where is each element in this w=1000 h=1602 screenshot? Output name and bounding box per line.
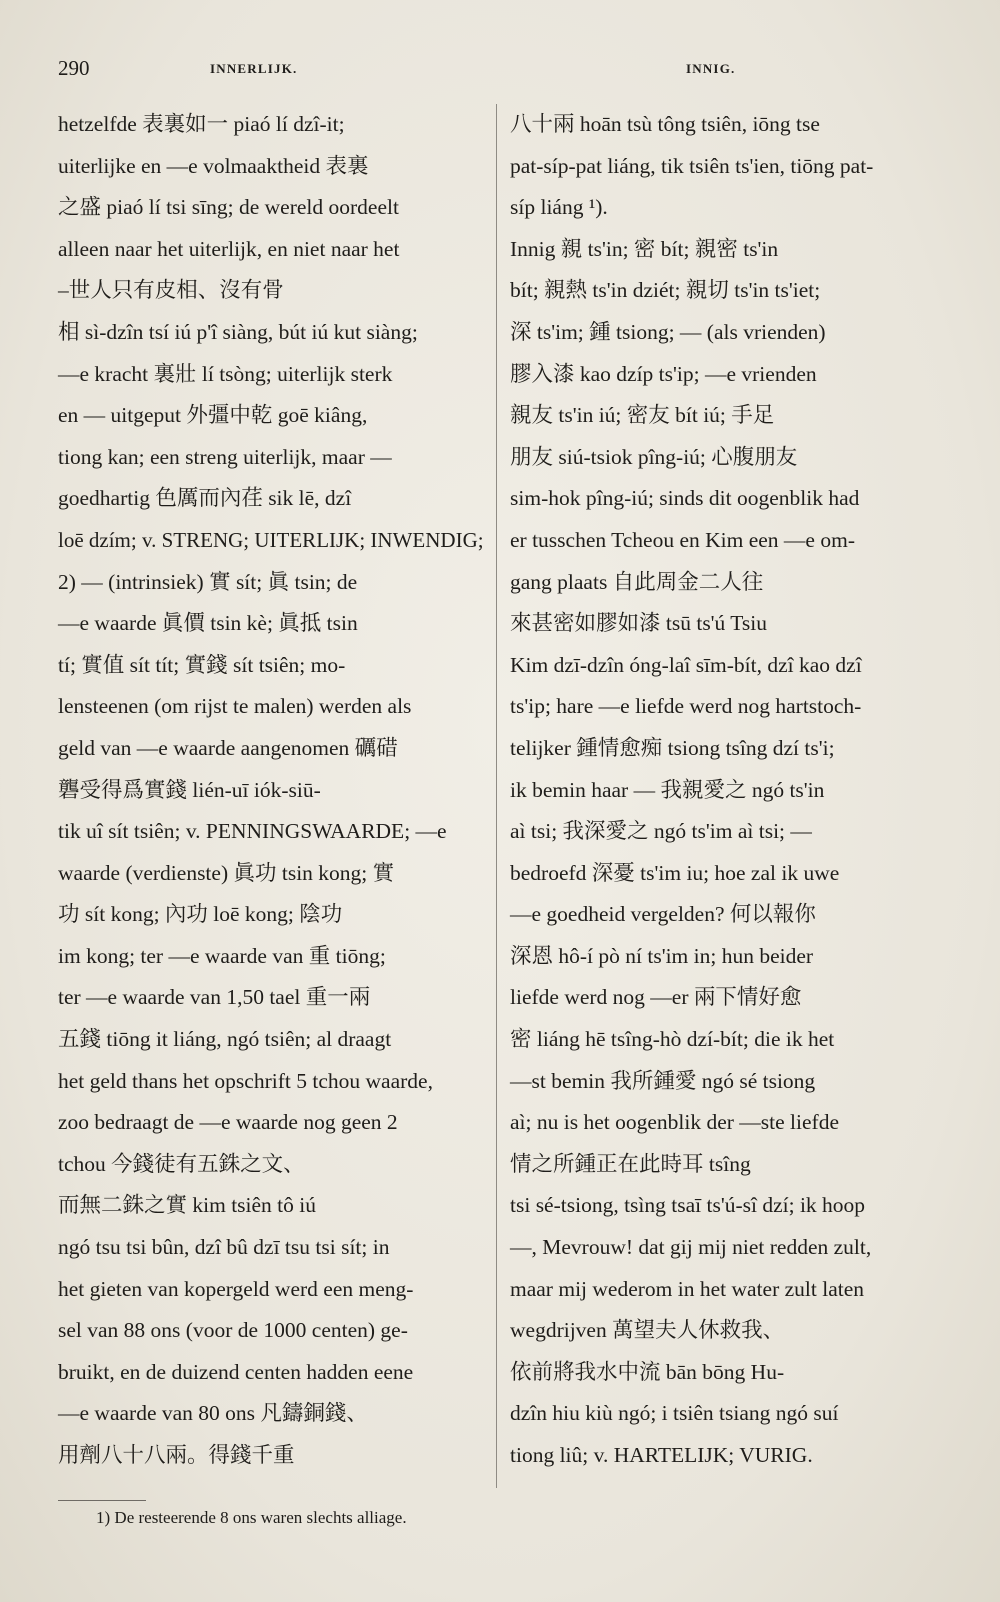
text-line: 八十兩 hoān tsù tông tsiên, iōng tse <box>510 112 820 136</box>
text-line: –世人只有皮相、沒有骨 <box>58 278 284 303</box>
text-line: tiong kan; een streng uiterlijk, maar — <box>58 444 392 469</box>
text-line: 功 sít kong; 內功 loē kong; 陰功 <box>58 902 343 927</box>
text-line: pat-síp-pat liáng, tik tsiên ts'ien, tiōng pat- <box>510 153 874 178</box>
text-line: 密 liáng hē tsîng-hò dzí-bít; die ik het <box>510 1027 835 1052</box>
text-line: 親友 ts'in iú; 密友 bít iú; 手足 <box>510 403 775 428</box>
text-line: síp liáng ¹). <box>510 195 608 220</box>
text-line: Innig 親 ts'in; 密 bít; 親密 ts'in <box>510 236 779 261</box>
right-column <box>510 104 942 1477</box>
text-line: 來甚密如膠如漆 tsū ts'ú Tsiu <box>510 611 768 636</box>
text-line: 朋友 siú-tsiok pîng-iú; 心腹朋友 <box>510 444 798 469</box>
text-line: —, Mevrouw! dat gij mij niet redden zult, <box>510 1235 872 1260</box>
text-line: bruikt, en de duizend centen hadden eene <box>58 1359 414 1384</box>
text-line: alleen naar het uiterlijk, en niet naar het <box>58 236 400 261</box>
text-line: —st bemin 我所鍾愛 ngó sé tsiong <box>510 1068 816 1093</box>
text-line: goedhartig 色厲而內荏 sik lē, dzî <box>58 486 352 511</box>
footnote-rule <box>58 1500 146 1501</box>
text-line: ter —e waarde van 1,50 tael 重一兩 <box>58 985 371 1010</box>
text-line: tsi sé-tsiong, tsìng tsaī ts'ú-sî dzí; ik hoop <box>510 1193 866 1218</box>
text-line: 膠入漆 kao dzíp ts'ip; —e vrienden <box>510 361 817 386</box>
text-line: 2) — (intrinsiek) 實 sít; 眞 tsin; de <box>58 569 358 594</box>
text-line: 礱受得爲實錢 lién-uī iók-siū- <box>58 777 321 802</box>
text-line: tí; 實值 sít tít; 實錢 sít tsiên; mo- <box>58 652 346 677</box>
text-line: im kong; ter —e waarde van 重 tiōng; <box>58 943 386 968</box>
right-heading: INNIG. <box>686 61 736 76</box>
text-line: 深 ts'im; 鍾 tsiong; — (als vrienden) <box>510 319 826 344</box>
left-column <box>58 104 488 1477</box>
text-line: tik uî sít tsiên; v. PENNINGSWAARDE; —e <box>58 819 447 844</box>
text-line: sel van 88 ons (voor de 1000 centen) ge- <box>58 1318 408 1343</box>
text-line: bedroefd 深憂 ts'im iu; hoe zal ik uwe <box>510 860 840 885</box>
text-line: aì tsi; 我深愛之 ngó ts'im aì tsi; — <box>510 819 812 844</box>
text-line: loē dzím; v. STRENG; UITERLIJK; INWENDIG; <box>58 527 484 552</box>
text-line: liefde werd nog —er 兩下情好愈 <box>510 985 802 1010</box>
text-line: gang plaats 自此周金二人往 <box>510 569 764 594</box>
text-line: bít; 親熱 ts'in dziét; 親切 ts'in ts'iet; <box>510 278 821 303</box>
text-line: lensteenen (om rijst te malen) werden als <box>58 694 412 719</box>
page-number: 290 <box>58 56 90 80</box>
text-line: tchou 今錢徒有五銖之文、 <box>58 1151 305 1176</box>
text-line: dzîn hiu kiù ngó; i tsiên tsiang ngó suí <box>510 1401 839 1426</box>
text-line: geld van —e waarde aangenomen 礪碏 <box>58 735 398 760</box>
text-line: 之盛 piaó lí tsi sīng; de wereld oordeelt <box>58 195 399 220</box>
text-line: tiong liû; v. HARTELIJK; VURIG. <box>510 1443 813 1467</box>
text-line: —e waarde 眞價 tsin kè; 眞抵 tsin <box>58 611 358 636</box>
text-line: er tusschen Tcheou en Kim een —e om- <box>510 527 855 552</box>
text-line: 相 sì-dzîn tsí iú p'î siàng, bút iú kut siàng; <box>58 319 418 344</box>
text-line: 情之所鍾正在此時耳 tsîng <box>510 1151 751 1176</box>
text-line: 五錢 tiōng it liáng, ngó tsiên; al draagt <box>58 1027 392 1052</box>
left-heading: INNERLIJK. <box>210 61 298 76</box>
text-line: telijker 鍾情愈痴 tsiong tsîng dzí ts'i; <box>510 735 835 760</box>
text-line: uiterlijke en —e volmaaktheid 表裏 <box>58 153 369 178</box>
text-line: aì; nu is het oogenblik der —ste liefde <box>510 1110 839 1135</box>
text-line: hetzelfde 表裏如一 piaó lí dzî-it; <box>58 112 345 136</box>
text-line: —e waarde van 80 ons 凡鑄銅錢、 <box>58 1401 368 1426</box>
footnote: 1) De resteerende 8 ons waren slechts alliage. <box>96 1508 407 1527</box>
text-line: —e goedheid vergelden? 何以報你 <box>510 902 816 927</box>
text-line: 用劑八十八兩。得錢千重 <box>58 1443 295 1467</box>
text-line: zoo bedraagt de —e waarde nog geen 2 <box>58 1110 398 1135</box>
text-line: waarde (verdienste) 眞功 tsin kong; 實 <box>58 860 395 885</box>
text-line: het gieten van kopergeld werd een meng- <box>58 1276 414 1301</box>
text-line: wegdrijven 萬望夫人休救我、 <box>510 1318 785 1343</box>
text-line: Kim dzī-dzîn óng-laî sīm-bít, dzî kao dzî <box>510 652 862 677</box>
running-head <box>58 56 940 86</box>
text-line: het geld thans het opschrift 5 tchou waarde, <box>58 1068 433 1093</box>
text-line: 深恩 hô-í pò ní ts'im in; hun beider <box>510 943 814 968</box>
text-line: ts'ip; hare —e liefde werd nog hartstoch- <box>510 694 862 719</box>
text-line: —e kracht 裏壯 lí tsòng; uiterlijk sterk <box>58 361 393 386</box>
text-line: ik bemin haar — 我親愛之 ngó ts'in <box>510 777 825 802</box>
text-line: maar mij wederom in het water zult laten <box>510 1276 865 1301</box>
text-line: sim-hok pîng-iú; sinds dit oogenblik had <box>510 486 860 511</box>
column-divider <box>496 104 497 1488</box>
text-line: en — uitgeput 外彊中乾 goē kiâng, <box>58 403 368 428</box>
text-line: 而無二銖之實 kim tsiên tô iú <box>58 1193 317 1218</box>
text-line: ngó tsu tsi bûn, dzî bû dzī tsu tsi sít; in <box>58 1235 390 1260</box>
text-line: 依前將我水中流 bān bōng Hu- <box>510 1359 785 1384</box>
